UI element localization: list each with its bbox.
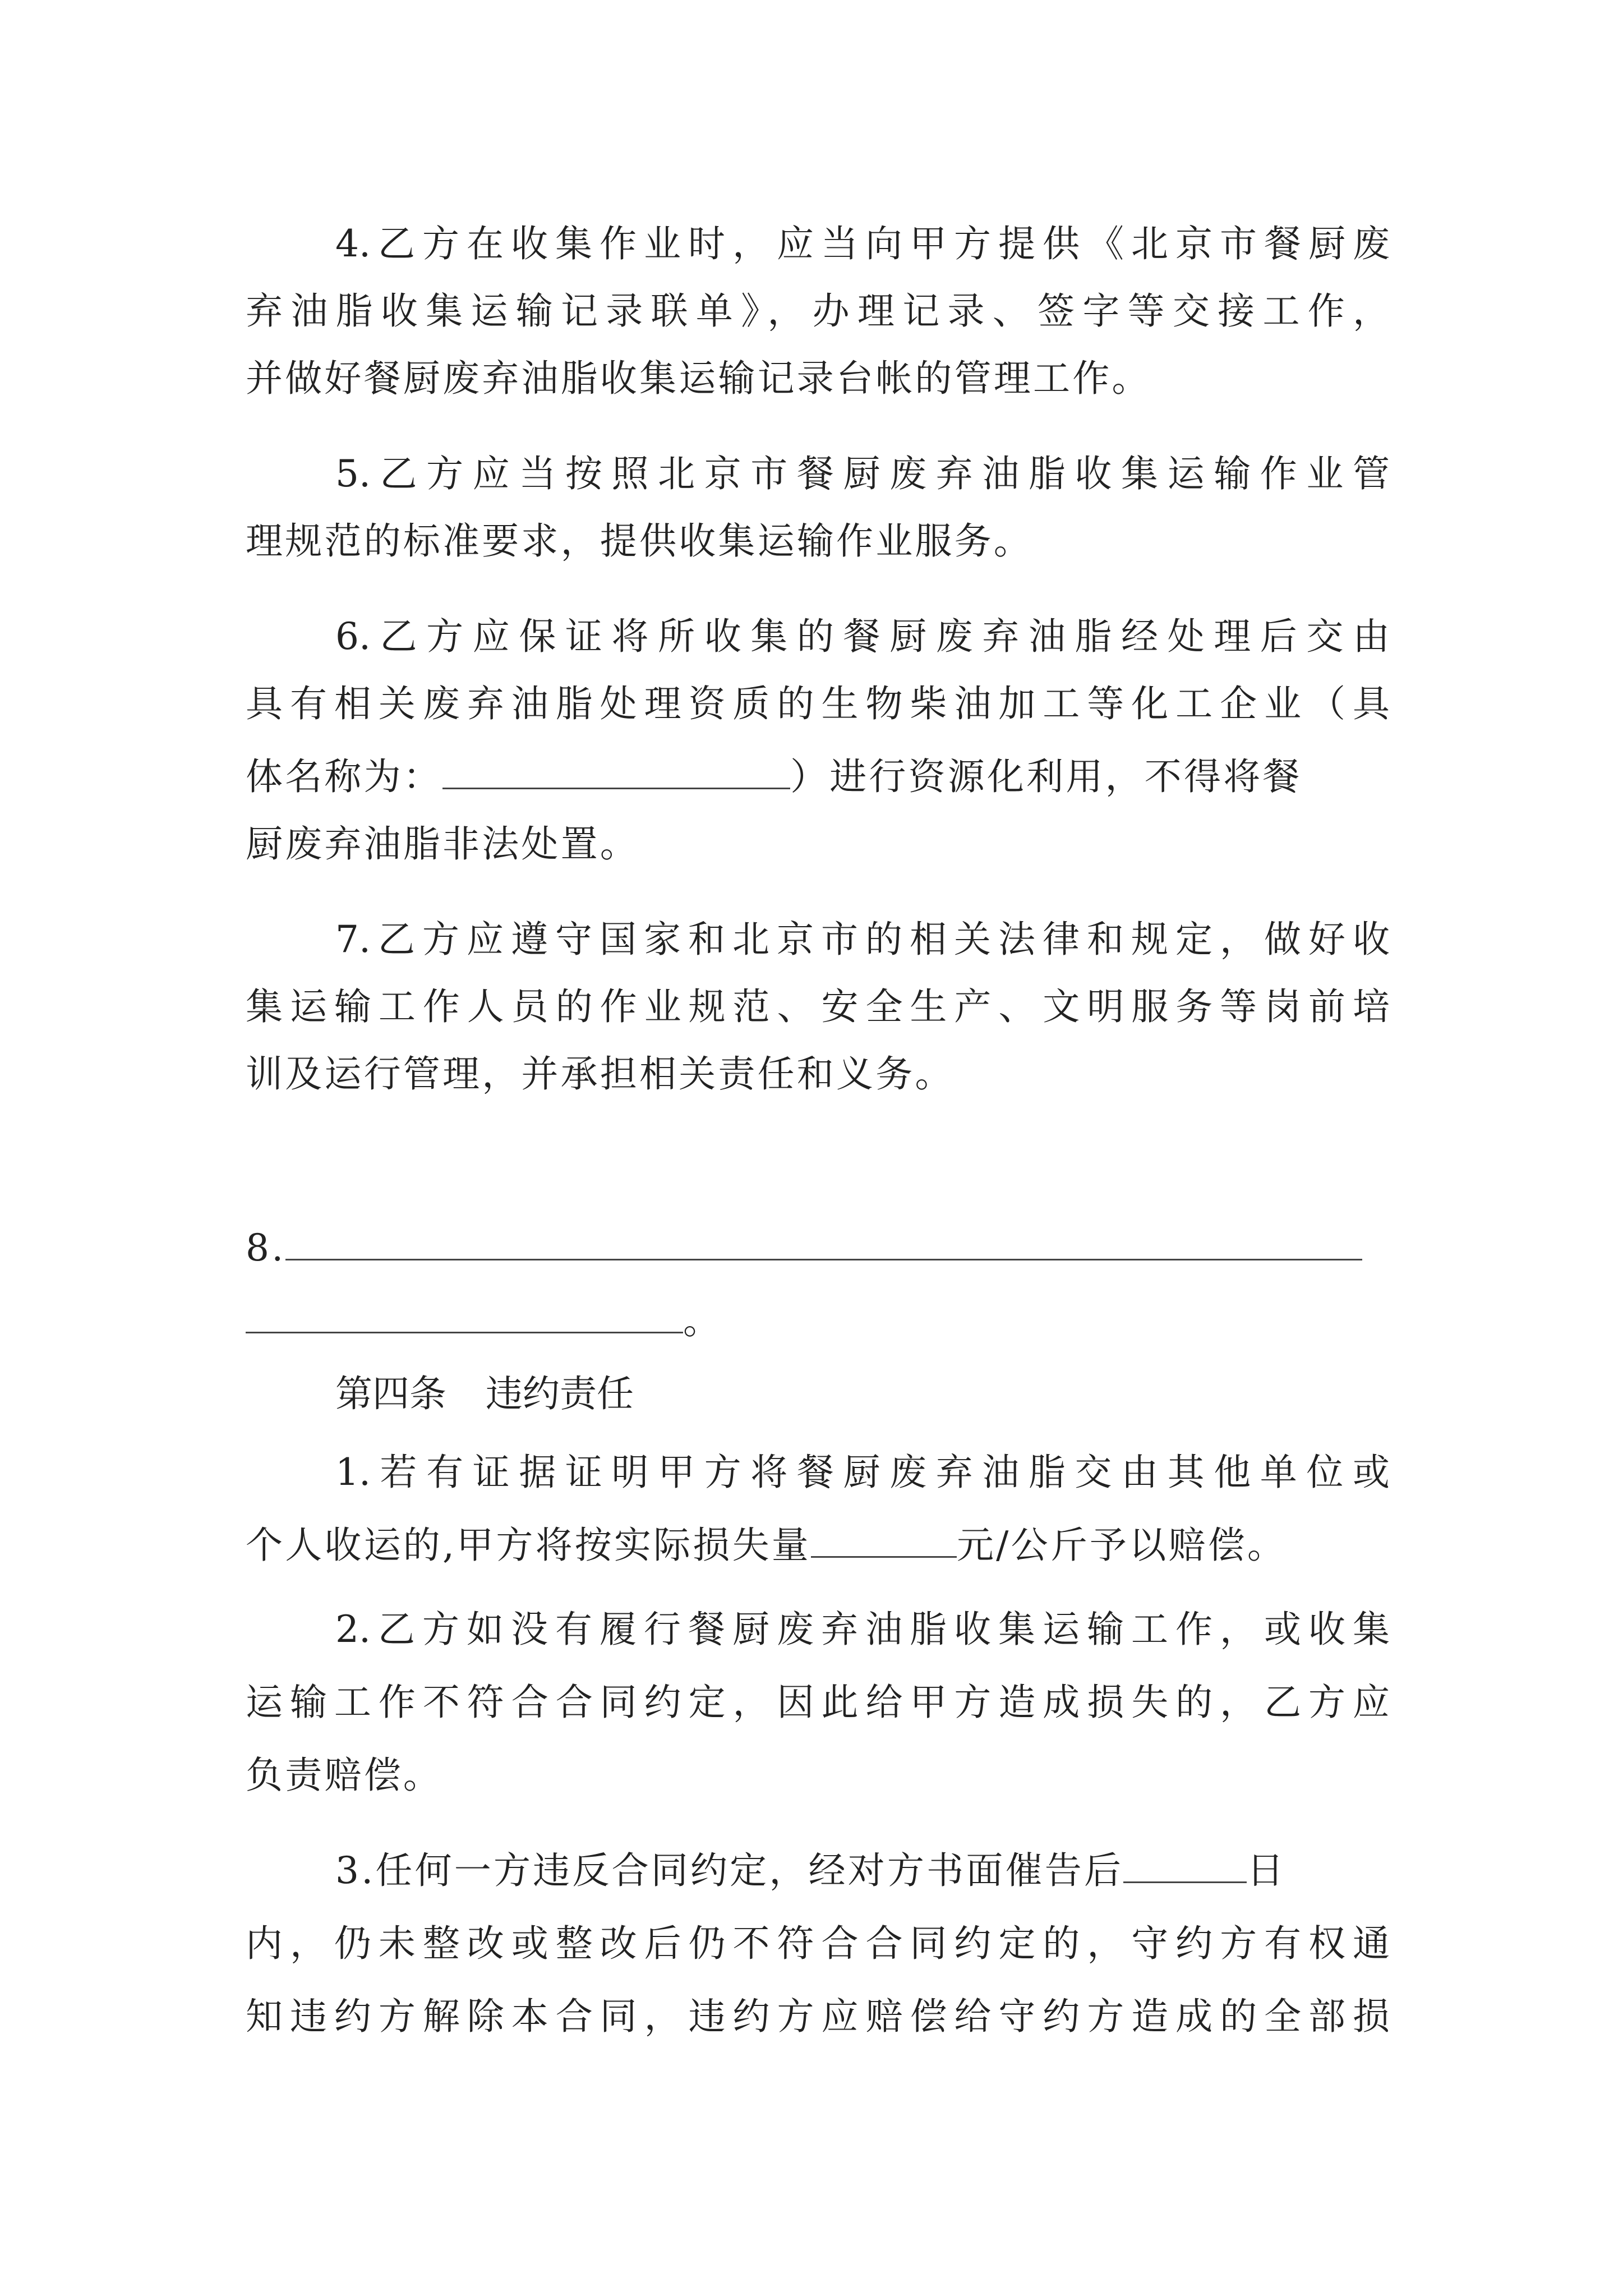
clause-4-1-line-2 (246, 1520, 1390, 1571)
clause-3-7-line-3: 训及运行管理，并承担相关责任和义务。 (246, 1052, 955, 1096)
article-4-title: 违约责任 (486, 1372, 634, 1415)
clause-3-8-blank-2 (246, 1297, 683, 1333)
clause-3-6-line-3 (246, 752, 1390, 802)
clause-4-3-line-1-head: 3.任何一方违反合同约定，经对方书面催告后 (335, 1849, 1124, 1892)
clause-3-4-line-2: 弃油脂收集运输记录联单》，办理记录、签字等交接工作， (246, 289, 1390, 333)
clause-4-2-line-1: 2.乙方如没有履行餐厨废弃油脂收集运输工作，或收集 (335, 1608, 1390, 1651)
clause-3-8-number: 8. (246, 1226, 286, 1269)
clause-3-7-line-2: 集运输工作人员的作业规范、安全生产、文明服务等岗前培 (246, 985, 1390, 1028)
clause-4-1-line-1: 1.若有证据证明甲方将餐厨废弃油脂交由其他单位或 (335, 1451, 1390, 1494)
clause-3-6-line-4: 厨废弃油脂非法处置。 (246, 822, 639, 866)
clause-3-4-line-1: 4.乙方在收集作业时，应当向甲方提供《北京市餐厨废 (335, 222, 1390, 265)
article-4-number: 第四条 (335, 1372, 446, 1415)
clause-4-1-line-2-tail: 元/公斤予以赔偿。 (956, 1524, 1287, 1567)
days-blank (1123, 1847, 1247, 1883)
clause-4-2-line-3: 负责赔偿。 (246, 1754, 442, 1797)
clause-3-8-blank-1 (285, 1224, 1362, 1260)
article-4-heading (335, 1369, 634, 1419)
clause-3-8-line-1 (246, 1223, 1390, 1273)
clause-3-6-line-1: 6.乙方应保证将所收集的餐厨废弃油脂经处理后交由 (335, 615, 1390, 658)
enterprise-name-label: 体名称为： (246, 755, 442, 798)
loss-amount-blank (811, 1521, 957, 1558)
clause-4-3-line-3: 知违约方解除本合同，违约方应赔偿给守约方造成的全部损 (246, 1995, 1390, 2038)
clause-3-5-line-2: 理规范的标准要求，提供收集运输作业服务。 (246, 519, 1033, 563)
clause-3-4-line-3: 并做好餐厨废弃油脂收集运输记录台帐的管理工作。 (246, 357, 1151, 400)
clause-3-5-line-1: 5.乙方应当按照北京市餐厨废弃油脂收集运输作业管 (335, 452, 1390, 495)
clause-3-6-line-3-tail: ）进行资源化利用，不得将餐 (790, 755, 1302, 798)
clause-3-8-line-2 (246, 1296, 1390, 1346)
clause-3-8-end: 。 (683, 1299, 723, 1342)
clause-4-2-line-2: 运输工作不符合合同约定，因此给甲方造成损失的，乙方应 (246, 1681, 1390, 1724)
clause-4-1-line-2-head: 个人收运的,甲方将按实际损失量 (246, 1524, 811, 1567)
clause-3-6-line-2: 具有相关废弃油脂处理资质的生物柴油加工等化工企业（具 (246, 682, 1390, 725)
clause-4-3-line-1 (335, 1846, 1390, 1896)
clause-3-7-line-1: 7.乙方应遵守国家和北京市的相关法律和规定，做好收 (335, 918, 1390, 961)
enterprise-name-blank (442, 753, 790, 789)
clause-4-3-line-2: 内，仍未整改或整改后仍不符合合同约定的，守约方有权通 (246, 1922, 1390, 1965)
clause-4-3-line-1-tail: 日 (1247, 1849, 1287, 1892)
